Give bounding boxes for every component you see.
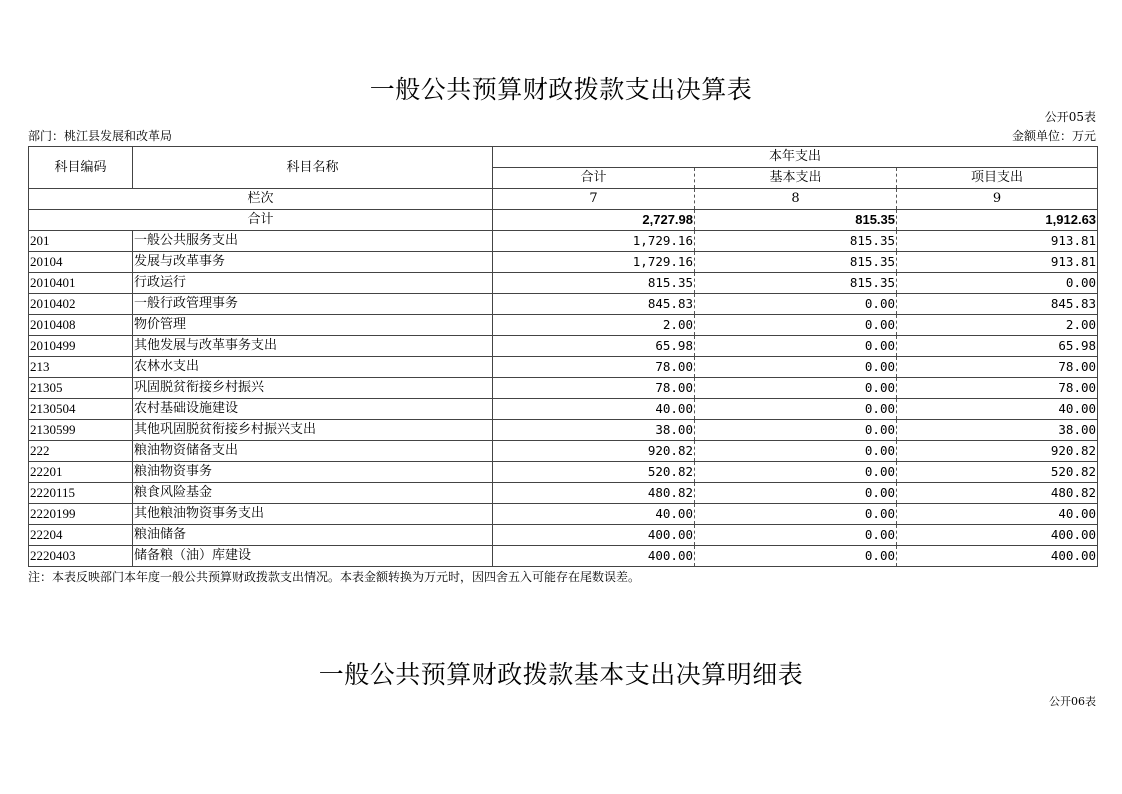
row-total: 1,729.16 (493, 231, 695, 252)
table-row (29, 357, 1098, 378)
table-row (29, 315, 1098, 336)
row-name: 巩固脱贫衔接乡村振兴 (133, 378, 493, 399)
header-col-8: 8 (695, 189, 897, 210)
row-code: 2220199 (29, 504, 133, 525)
header-column-index: 栏次 (29, 189, 493, 210)
row-name: 行政运行 (133, 273, 493, 294)
row-basic: 0.00 (695, 357, 897, 378)
table-row (29, 336, 1098, 357)
row-code: 2220115 (29, 483, 133, 504)
row-basic: 0.00 (695, 441, 897, 462)
row-project: 38.00 (897, 420, 1098, 441)
table-row (29, 294, 1098, 315)
department-label: 部门：桃江县发展和改革局 (28, 129, 173, 143)
row-name: 一般行政管理事务 (133, 294, 493, 315)
header-basic: 基本支出 (695, 168, 897, 189)
row-basic: 0.00 (695, 315, 897, 336)
row-total: 480.82 (493, 483, 695, 504)
row-basic: 0.00 (695, 462, 897, 483)
table-code: 公开05表 (1044, 110, 1096, 124)
total-basic: 815.35 (695, 210, 897, 231)
row-project: 40.00 (897, 504, 1098, 525)
row-total: 400.00 (493, 525, 695, 546)
row-project: 913.81 (897, 231, 1098, 252)
unit-label: 金额单位：万元 (1011, 129, 1096, 143)
row-basic: 0.00 (695, 336, 897, 357)
row-code: 22204 (29, 525, 133, 546)
row-name: 一般公共服务支出 (133, 231, 493, 252)
header-col-7: 7 (493, 189, 695, 210)
row-total: 38.00 (493, 420, 695, 441)
expenditure-table (28, 146, 1098, 567)
table-row (29, 273, 1098, 294)
row-total: 520.82 (493, 462, 695, 483)
table-row (29, 462, 1098, 483)
row-code: 2010408 (29, 315, 133, 336)
row-code: 2130504 (29, 399, 133, 420)
page-title: 一般公共预算财政拨款支出决算表 (369, 75, 753, 104)
table-row (29, 525, 1098, 546)
row-code: 2010402 (29, 294, 133, 315)
row-basic: 0.00 (695, 504, 897, 525)
row-code: 2010499 (29, 336, 133, 357)
row-name: 其他巩固脱贫衔接乡村振兴支出 (133, 420, 493, 441)
row-name: 其他粮油物资事务支出 (133, 504, 493, 525)
row-total: 65.98 (493, 336, 695, 357)
row-project: 400.00 (897, 525, 1098, 546)
row-project: 40.00 (897, 399, 1098, 420)
total-row (29, 210, 1098, 231)
header-col-9: 9 (897, 189, 1098, 210)
row-total: 78.00 (493, 357, 695, 378)
row-name: 粮油物资事务 (133, 462, 493, 483)
row-code: 2130599 (29, 420, 133, 441)
row-code: 222 (29, 441, 133, 462)
row-basic: 815.35 (695, 252, 897, 273)
row-basic: 0.00 (695, 483, 897, 504)
row-basic: 0.00 (695, 378, 897, 399)
row-project: 78.00 (897, 357, 1098, 378)
row-total: 2.00 (493, 315, 695, 336)
row-total: 1,729.16 (493, 252, 695, 273)
header-current-year: 本年支出 (493, 147, 1098, 168)
row-total: 78.00 (493, 378, 695, 399)
total-project: 1,912.63 (897, 210, 1098, 231)
table-row (29, 231, 1098, 252)
row-basic: 0.00 (695, 546, 897, 567)
table-row (29, 378, 1098, 399)
row-code: 2220403 (29, 546, 133, 567)
row-project: 520.82 (897, 462, 1098, 483)
table-row (29, 504, 1098, 525)
row-code: 21305 (29, 378, 133, 399)
row-total: 815.35 (493, 273, 695, 294)
row-total: 845.83 (493, 294, 695, 315)
row-basic: 0.00 (695, 420, 897, 441)
row-project: 920.82 (897, 441, 1098, 462)
row-project: 845.83 (897, 294, 1098, 315)
row-code: 2010401 (29, 273, 133, 294)
next-table-code: 公开06表 (1049, 695, 1096, 708)
row-name: 发展与改革事务 (133, 252, 493, 273)
table-row (29, 441, 1098, 462)
table-row (29, 546, 1098, 567)
row-total: 40.00 (493, 399, 695, 420)
row-project: 400.00 (897, 546, 1098, 567)
row-total: 40.00 (493, 504, 695, 525)
row-project: 0.00 (897, 273, 1098, 294)
row-total: 400.00 (493, 546, 695, 567)
row-code: 20104 (29, 252, 133, 273)
row-name: 储备粮（油）库建设 (133, 546, 493, 567)
row-project: 2.00 (897, 315, 1098, 336)
row-basic: 815.35 (695, 231, 897, 252)
row-project: 480.82 (897, 483, 1098, 504)
row-basic: 815.35 (695, 273, 897, 294)
row-code: 213 (29, 357, 133, 378)
row-total: 920.82 (493, 441, 695, 462)
next-table-title: 一般公共预算财政拨款基本支出决算明细表 (318, 660, 804, 689)
table-row (29, 252, 1098, 273)
row-code: 22201 (29, 462, 133, 483)
header-project: 项目支出 (897, 168, 1098, 189)
row-project: 78.00 (897, 378, 1098, 399)
total-total: 2,727.98 (493, 210, 695, 231)
table-note: 注：本表反映部门本年度一般公共预算财政拨款支出情况。本表金额转换为万元时，因四舍五入可能存在尾数误差。 (28, 570, 641, 584)
table-row (29, 420, 1098, 441)
row-name: 物价管理 (133, 315, 493, 336)
row-code: 201 (29, 231, 133, 252)
row-name: 农林水支出 (133, 357, 493, 378)
row-basic: 0.00 (695, 525, 897, 546)
header-name: 科目名称 (133, 147, 493, 189)
row-name: 粮油储备 (133, 525, 493, 546)
table-row (29, 399, 1098, 420)
header-code: 科目编码 (29, 147, 133, 189)
row-basic: 0.00 (695, 294, 897, 315)
row-name: 粮油物资储备支出 (133, 441, 493, 462)
row-project: 65.98 (897, 336, 1098, 357)
row-name: 农村基础设施建设 (133, 399, 493, 420)
row-basic: 0.00 (695, 399, 897, 420)
row-name: 粮食风险基金 (133, 483, 493, 504)
table-row (29, 483, 1098, 504)
row-name: 其他发展与改革事务支出 (133, 336, 493, 357)
header-total: 合计 (493, 168, 695, 189)
row-project: 913.81 (897, 252, 1098, 273)
total-label: 合计 (29, 210, 493, 231)
